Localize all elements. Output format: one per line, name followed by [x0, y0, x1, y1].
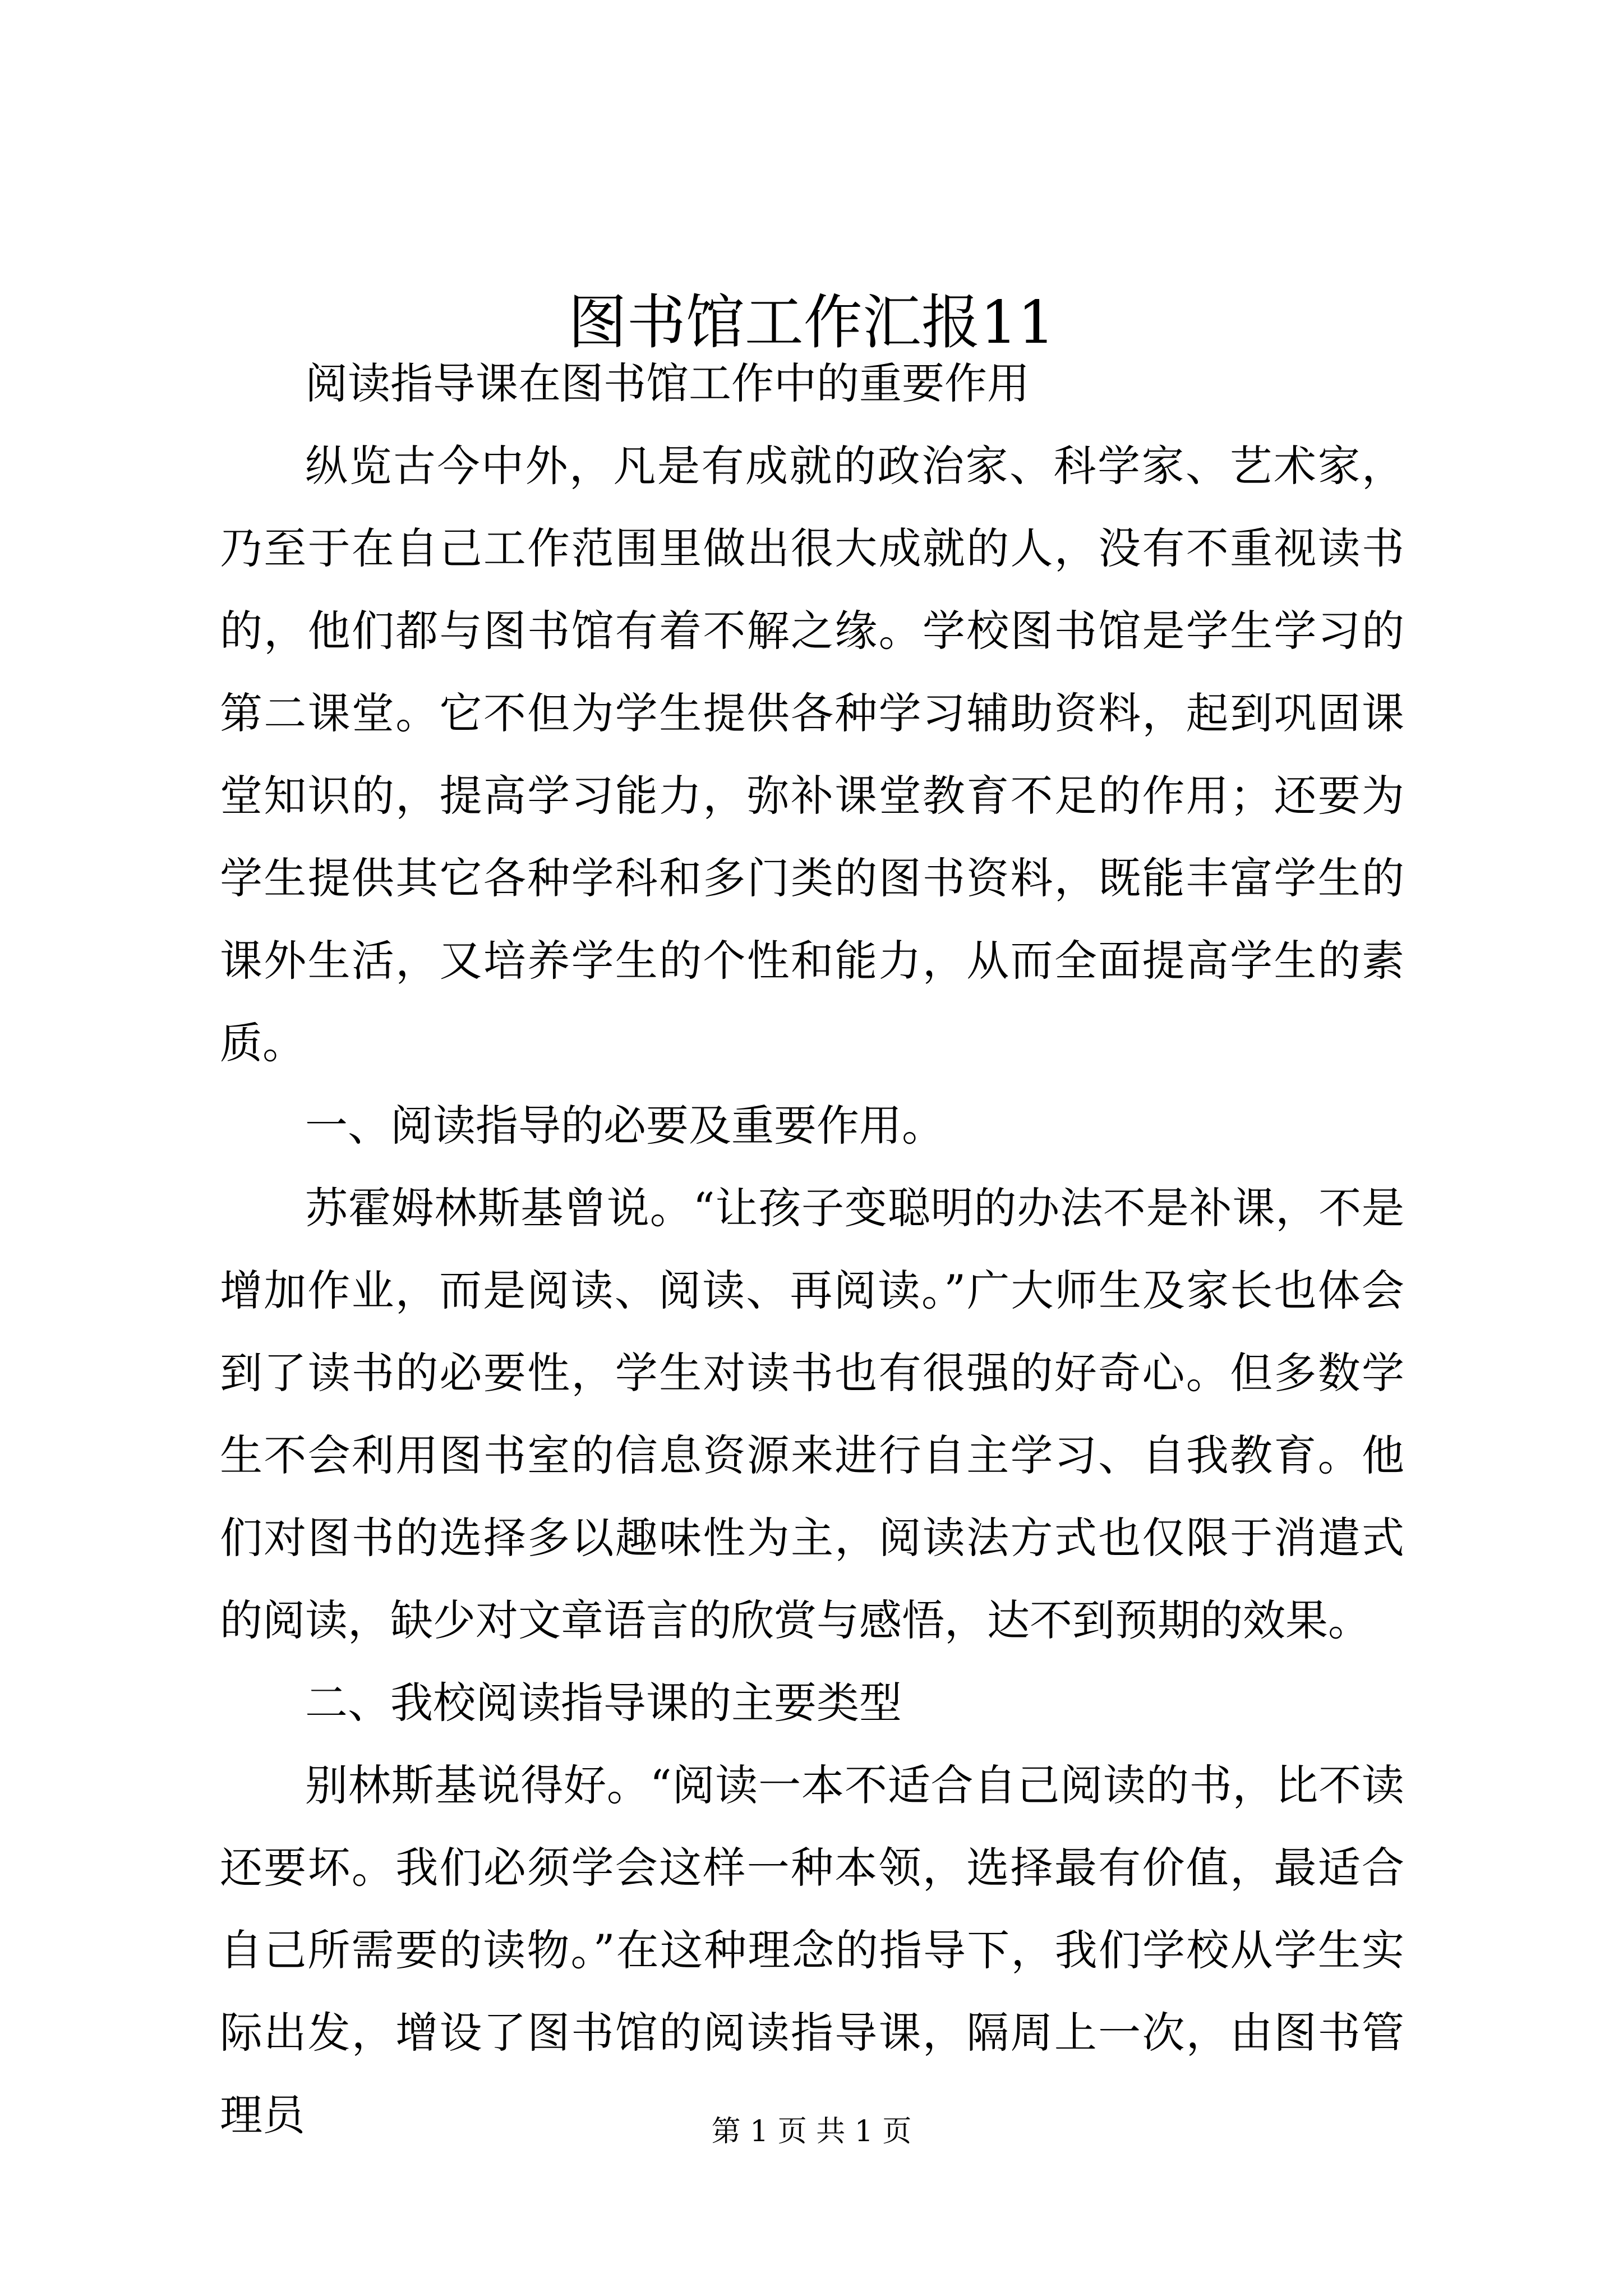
- body-paragraph: 苏霍姆林斯基曾说。“让孩子变聪明的办法不是补课，不是增加作业，而是阅读、阅读、再阅读。”广大师生及家长也体会到了读书的必要性，学生对读书也有很强的好奇心。但多数学生不会利用图书室的信息资源来进行自主学习、自我教育。他们对图书的选择多以趣味性为主，阅读法方式也仅限于消遣式的阅读，缺少对文章语言的欣赏与感悟，达不到预期的效果。: [220, 1183, 1404, 1645]
- document-title: 图书馆工作汇报11: [568, 288, 1055, 357]
- body-paragraph: 纵览古今中外，凡是有成就的政治家、科学家、艺术家，乃至于在自己工作范围里做出很大成就的人，没有不重视读书的，他们都与图书馆有着不解之缘。学校图书馆是学生学习的第二课堂。它不但为学生提供各种学习辅助资料，起到巩固课堂知识的，提高学习能力，弥补课堂教育不足的作用；还要为学生提供其它各种学科和多门类的图书资料，既能丰富学生的课外生活，又培养学生的个性和能力，从而全面提高学生的素质。: [220, 441, 1404, 1068]
- body-paragraph: 别林斯基说得好。“阅读一本不适合自己阅读的书，比不读还要坏。我们必须学会这样一种本领，选择最有价值，最适合自己所需要的读物。”在这种理念的指导下，我们学校从学生实际出发，增设了图书馆的阅读指导课，隔周上一次，由图书管理员: [220, 1760, 1404, 2140]
- subtitle-paragraph: 阅读指导课在图书馆工作中的重要作用: [305, 358, 1030, 408]
- section-heading: 一、阅读指导的必要及重要作用。: [305, 1101, 944, 1151]
- page-footer: 第 1 页 共 1 页: [711, 2115, 912, 2148]
- section-heading: 二、我校阅读指导课的主要类型: [305, 1678, 902, 1728]
- document-body: [220, 342, 1404, 2156]
